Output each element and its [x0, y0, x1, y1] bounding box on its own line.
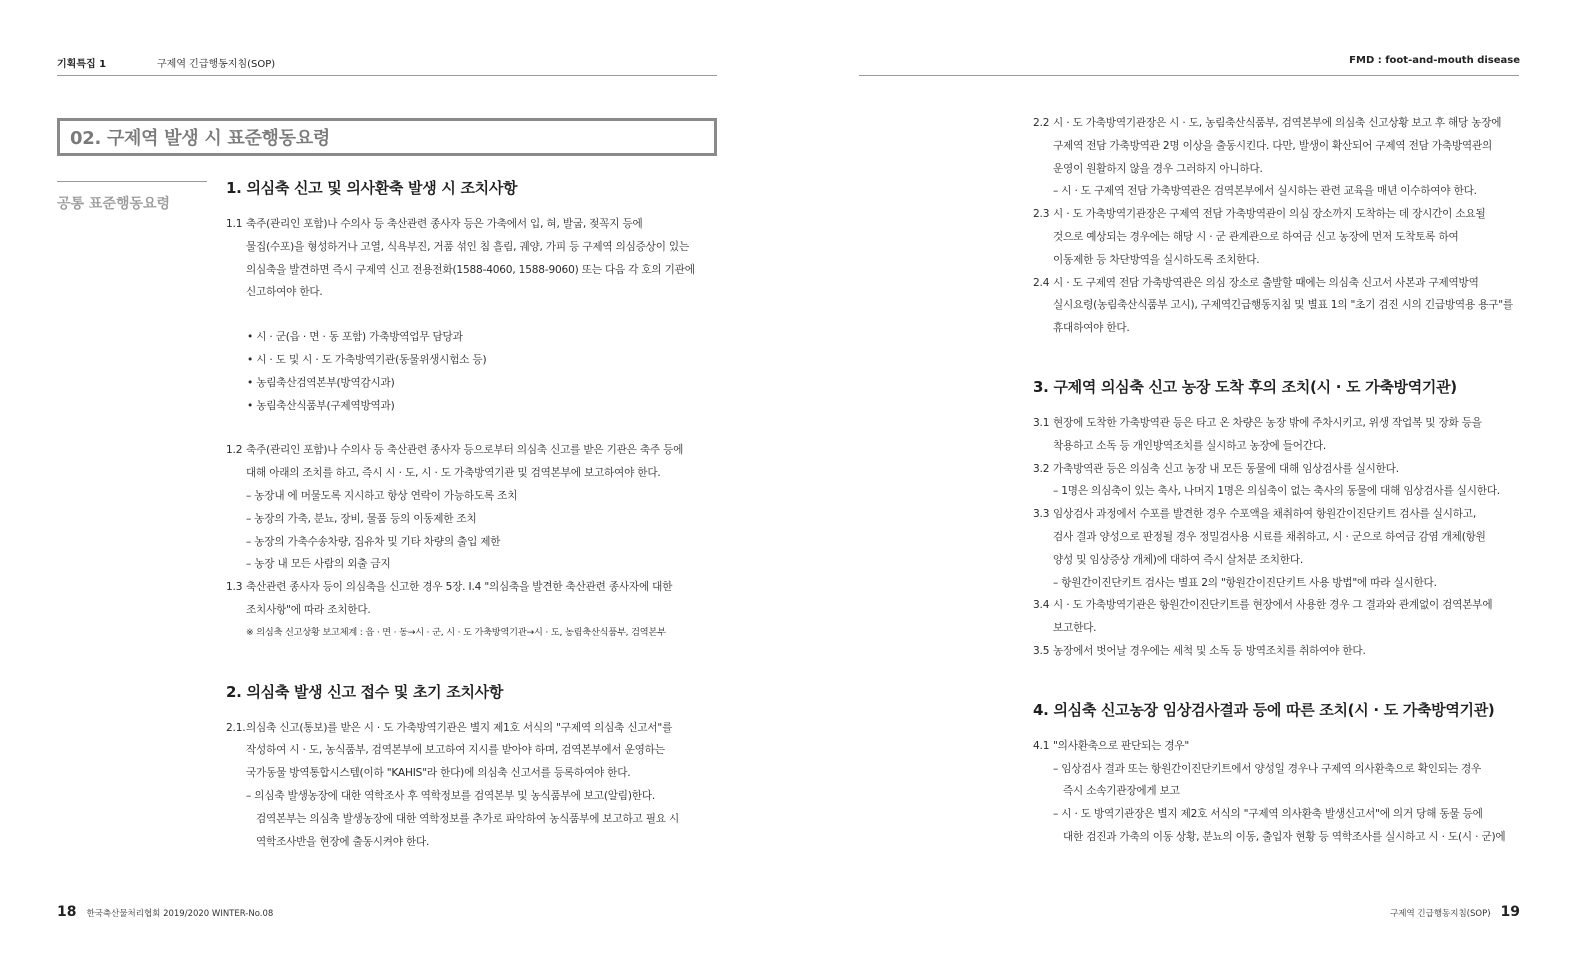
text-line: 시 · 도 가축방역기관장은 시 · 도, 농림축산식품부, 검역본부에 의심축 신고상황 보고 후 해당 농장에 — [1053, 117, 1502, 129]
text-line: – 농장의 가축수송차량, 집유차 및 기타 차량의 출입 제한 — [246, 535, 501, 548]
text-line: – 농장내 에 머물도록 지시하고 항상 연락이 가능하도록 조치 — [246, 489, 518, 502]
header-divider — [859, 75, 1519, 76]
item-number: 1.1 — [226, 218, 243, 230]
item-number: 1.3 — [226, 581, 243, 594]
item-number: 3.2 — [1033, 462, 1050, 475]
text-line: 현장에 도착한 가축방역관 등은 타고 온 차량은 농장 밖에 주차시키고, 위생 작업복 및 장화 등을 — [1053, 416, 1482, 429]
heading-s3: 3. 구제역 의심축 신고 농장 도착 후의 조치(시 · 도 가축방역기관) — [1033, 377, 1457, 396]
text-line: 보고한다. — [1053, 622, 1097, 635]
text-line: 이동제한 등 차단방역을 실시하도록 조치한다. — [1053, 253, 1260, 266]
text-line: 시 · 도 가축방역기관은 항원간이진단키트를 현장에서 사용한 경우 그 결과와 관계없이 검역본부에 — [1053, 599, 1493, 612]
text-line: 휴대하여야 한다. — [1053, 322, 1130, 335]
text-line: 것으로 예상되는 경우에는 해당 시 · 군 관계관으로 하여금 신고 농장에 먼저 도착토록 하여 — [1053, 230, 1459, 243]
text-line: – 임상검사 결과 또는 항원간이진단키트에서 양성일 경우나 구제역 의사환축으로 확인되는 경우 — [1053, 762, 1482, 775]
page-number: 19 — [1500, 904, 1520, 920]
text-line: 역학조사반을 현장에 출동시켜야 한다. — [256, 835, 430, 848]
text-line: – 시 · 도 구제역 전담 가축방역관은 검역본부에서 실시하는 관련 교육을 매년 이수하여야 한다. — [1053, 185, 1477, 198]
bullet-item: • 시 · 도 및 시 · 도 가축방역기관(동물위생시험소 등) — [247, 353, 487, 366]
text-line: – 농장의 가축, 분뇨, 장비, 물품 등의 이동제한 조치 — [246, 512, 477, 525]
item-3-2 — [1033, 458, 1523, 504]
section-title-box — [57, 118, 717, 156]
item-number: 3.5 — [1033, 644, 1050, 657]
item-1-3 — [226, 576, 716, 644]
item-number: 1.2 — [226, 444, 243, 457]
text-line: – 1명은 의심축이 있는 축사, 나머지 1명은 의심축이 없는 축사의 동물에 대해 임상검사를 실시한다. — [1053, 485, 1500, 498]
text-line: – 항원간이진단키트 검사는 별표 2의 "항원간이진단키트 사용 방법"에 따라 실시한다. — [1053, 576, 1437, 589]
text-line: 가축방역관 등은 의심축 신고 농장 내 모든 동물에 대해 임상검사를 실시한다. — [1053, 462, 1399, 475]
text-line: 작성하여 시 · 도, 농식품부, 검역본부에 보고하여 지시를 받아야 하며, 검역본부에서 운영하는 — [246, 744, 665, 757]
text-line: 의심축 신고(통보)를 받은 시 · 도 가축방역기관은 별지 제1호 서식의 "구제역 의심축 신고서"를 — [246, 721, 673, 734]
item-number: 2.3 — [1033, 208, 1050, 221]
text-line: "의사환축으로 판단되는 경우" — [1053, 739, 1190, 752]
text-line: 축산관련 종사자 등이 의심축을 신고한 경우 5장. Ⅰ.4 "의심축을 발견한 축산관련 종사자에 대한 — [246, 581, 673, 594]
item-2-1 — [226, 717, 716, 854]
text-line: 착용하고 소독 등 개인방역조치를 실시하고 농장에 들어간다. — [1053, 439, 1327, 452]
heading-s1: 1. 의심축 신고 및 의사환축 발생 시 조치사항 — [226, 179, 518, 197]
text-line: 검역본부는 의심축 발생농장에 대한 역학정보를 추가로 파악하여 농식품부에 보고하고 필요 시 — [256, 812, 679, 825]
text-line: 농장에서 벗어날 경우에는 세척 및 소독 등 방역조치를 취하여야 한다. — [1053, 644, 1366, 657]
footer-text: 한국축산물처리협회 2019/2020 WINTER-No.08 — [86, 909, 274, 919]
item-number: 2.2 — [1033, 117, 1050, 129]
header-divider — [57, 75, 717, 76]
bullet-item: • 시 · 군(읍 · 면 · 동 포함) 가축방역업무 담당과 — [247, 331, 463, 344]
item-3-5 — [1033, 640, 1523, 663]
text-line: 의심축을 발견하면 즉시 구제역 신고 전용전화(1588-4060, 1588-9060) 또는 다음 각 호의 기관에 — [246, 263, 695, 276]
item-3-1 — [1033, 412, 1523, 458]
text-line: 즉시 소속기관장에게 보고 — [1063, 785, 1180, 798]
page-number: 18 — [57, 904, 77, 920]
item-number: 4.1 — [1033, 739, 1050, 752]
text-line: 대한 검진과 가축의 이동 상황, 분뇨의 이동, 출입자 현황 등 역학조사를 실시하고 시 · 도(시 · 군)에 — [1063, 830, 1506, 843]
item-number: 2.4 — [1033, 276, 1050, 289]
text-line: – 농장 내 모든 사람의 외출 금지 — [246, 558, 391, 571]
text-line: 조치사항"에 따라 조치한다. — [246, 603, 371, 616]
text-line: 양성 및 임상증상 개체)에 대하여 즉시 살처분 조치한다. — [1053, 553, 1304, 566]
text-line: 축주(관리인 포함)나 수의사 등 축산관련 종사자 등으로부터 의심축 신고를 받은 기관은 축주 등에 — [246, 444, 684, 457]
note-line: ※ 의심축 신고상황 보고체계 : 읍 · 면 · 동→시 · 군, 시 · 도 가축방역기관→시 · 도, 농림축산식품부, 검역본부 — [246, 626, 666, 638]
text-line: 물집(수포)을 형성하거나 고열, 식욕부진, 거품 섞인 침 흘림, 궤양, 가피 등 구제역 의심증상이 있는 — [246, 240, 689, 253]
footer-left — [57, 904, 273, 920]
text-line: 신고하여야 한다. — [246, 286, 323, 299]
item-3-4 — [1033, 594, 1523, 640]
item-4-1 — [1033, 735, 1523, 849]
text-line: 시 · 도 구제역 전담 가축방역관은 의심 장소로 출발할 때에는 의심축 신고서 사본과 구제역방역 — [1053, 276, 1479, 289]
side-label: 공통 표준행동요령 — [57, 196, 171, 212]
header-title: 구제역 긴급행동지침(SOP) — [157, 59, 276, 70]
text-line: 시 · 도 가축방역기관장은 구제역 전담 가축방역관이 의심 장소까지 도착하는 데 장시간이 소요될 — [1053, 208, 1486, 221]
item-number: 3.1 — [1033, 416, 1050, 429]
right-content — [1033, 112, 1523, 849]
text-line: 운영이 원활하지 않을 경우 그러하지 아니하다. — [1053, 162, 1263, 175]
item-1-1 — [226, 213, 716, 304]
item-3-3 — [1033, 503, 1523, 594]
right-page — [793, 0, 1586, 970]
left-content — [226, 175, 716, 853]
text-line: 실시요령(농림축산식품부 고시), 구제역긴급행동지침 및 별표 1의 "초기 검진 시의 긴급방역용 용구"를 — [1053, 299, 1513, 312]
item-number: 2.1. — [226, 721, 246, 734]
bullet-item: • 농림축산식품부(구제역방역과) — [247, 399, 395, 412]
text-line: 국가동물 방역통합시스템(이하 "KAHIS"라 한다)에 의심축 신고서를 등록하여야 한다. — [246, 767, 631, 780]
text-line: – 시 · 도 방역기관장은 별지 제2호 서식의 "구제역 의사환축 발생신고서"에 의거 당해 동물 등에 — [1053, 808, 1483, 821]
bullet-item: • 농림축산검역본부(방역감시과) — [247, 376, 395, 389]
side-divider — [57, 181, 207, 182]
section-title: 02. 구제역 발생 시 표준행동요령 — [70, 128, 330, 149]
text-line: 대해 아래의 조치를 하고, 즉시 시 · 도, 시 · 도 가축방역기관 및 검역본부에 보고하여야 한다. — [246, 467, 661, 480]
item-2-3 — [1033, 203, 1523, 271]
footer-text: 구제역 긴급행동지침(SOP) — [1390, 909, 1491, 919]
text-line: 축주(관리인 포함)나 수의사 등 축산관련 종사자 등은 가축에서 입, 혀, 발굽, 젖꼭지 등에 — [246, 218, 643, 230]
text-line: 검사 결과 양성으로 판정될 경우 정밀검사용 시료를 채취하고, 시 · 군으로 하여금 감염 개체(항원 — [1053, 530, 1486, 543]
text-line: 구제역 전담 가축방역관 2명 이상을 출동시킨다. 다만, 발생이 확산되어 구제역 전담 가축방역관의 — [1053, 139, 1493, 152]
heading-s2: 2. 의심축 발생 신고 접수 및 초기 조치사항 — [226, 682, 504, 701]
item-number: 3.4 — [1033, 599, 1050, 612]
item-2-2 — [1033, 112, 1523, 203]
header-title: FMD : foot-and-mouth disease — [1349, 55, 1520, 66]
item-number: 3.3 — [1033, 508, 1050, 521]
item-2-4 — [1033, 272, 1523, 340]
text-line: – 의심축 발생농장에 대한 역학조사 후 역학정보를 검역본부 및 농식품부에 보고(알림)한다. — [246, 789, 656, 802]
item-1-2 — [226, 439, 716, 576]
heading-s4: 4. 의심축 신고농장 임상검사결과 등에 따른 조치(시 · 도 가축방역기관) — [1033, 700, 1495, 719]
footer-right — [1390, 904, 1520, 920]
header-section-label: 기획특집 1 — [57, 59, 107, 70]
text-line: 임상검사 과정에서 수포를 발견한 경우 수포액을 채취하여 항원간이진단키트 검사를 실시하고, — [1053, 508, 1476, 521]
